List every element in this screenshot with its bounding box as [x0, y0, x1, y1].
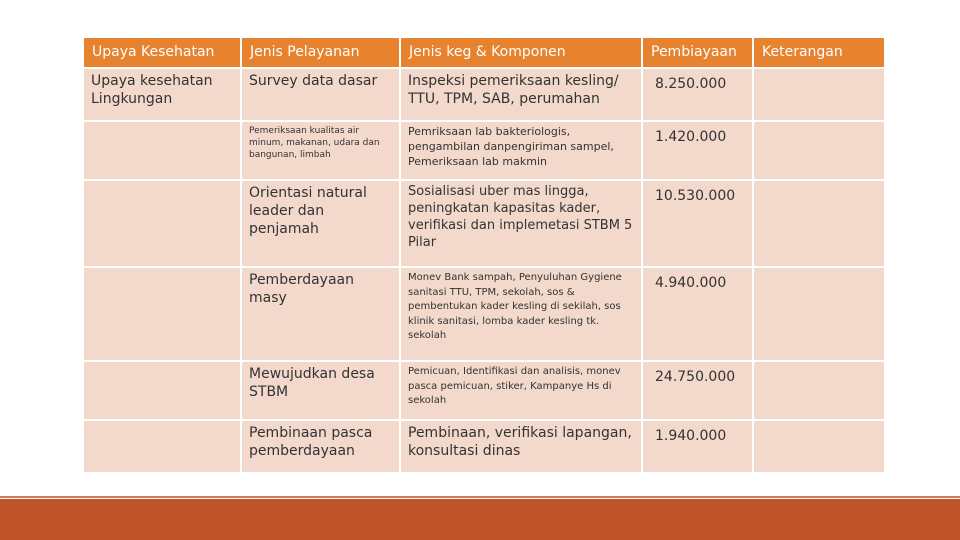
row4-biaya: 4.940.000 [643, 268, 752, 360]
row6-kegiatan: Pembinaan, verifikasi lapangan, konsultasi dinas [401, 421, 641, 472]
row3-keterangan [754, 181, 884, 266]
row2-biaya: 1.420.000 [643, 122, 752, 179]
row4-upaya [84, 268, 240, 360]
row3-jenis: Orientasi natural leader dan penjamah [242, 181, 399, 266]
row6-jenis: Pembinaan pasca pemberdayaan [242, 421, 399, 472]
row1-biaya: 8.250.000 [643, 69, 752, 120]
row4-kegiatan: Monev Bank sampah, Penyuluhan Gygiene sanitasi TTU, TPM, sekolah, sos & pembentukan kader kesling di sekilah, sos klinik sanitasi, lomba kader kesling tk. sekolah [401, 268, 641, 360]
row1-keterangan [754, 69, 884, 120]
row6-biaya: 1.940.000 [643, 421, 752, 472]
row1-kegiatan: Inspeksi pemeriksaan kesling/ TTU, TPM, SAB, perumahan [401, 69, 641, 120]
row3-kegiatan: Sosialisasi uber mas lingga, peningkatan kapasitas kader, verifikasi dan implemetasi STBM 5 Pilar [401, 181, 641, 266]
header-pembiayaan: Pembiayaan [643, 38, 752, 67]
row5-keterangan [754, 362, 884, 419]
row3-upaya [84, 181, 240, 266]
row2-jenis: Pemeriksaan kualitas air minum, makanan, udara dan bangunan, limbah [242, 122, 399, 179]
header-kegiatan: Jenis keg & Komponen [401, 38, 641, 67]
row2-upaya [84, 122, 240, 179]
row3-biaya: 10.530.000 [643, 181, 752, 266]
row5-jenis: Mewujudkan desa STBM [242, 362, 399, 419]
row1-upaya: Upaya kesehatan Lingkungan [84, 69, 240, 120]
row6-upaya [84, 421, 240, 472]
budget-table [84, 38, 876, 472]
row4-jenis: Pemberdayaan masy [242, 268, 399, 360]
row4-keterangan [754, 268, 884, 360]
row5-upaya [84, 362, 240, 419]
header-upaya: Upaya Kesehatan [84, 38, 240, 67]
row6-keterangan [754, 421, 884, 472]
header-jenis-pelayanan: Jenis Pelayanan [242, 38, 399, 67]
row1-jenis: Survey data dasar [242, 69, 399, 120]
row2-kegiatan: Pemriksaan lab bakteriologis, pengambilan danpengiriman sampel, Pemeriksaan lab makmin [401, 122, 641, 179]
header-keterangan: Keterangan [754, 38, 884, 67]
footer-bar [0, 499, 960, 540]
row5-kegiatan: Pemicuan, Identifikasi dan analisis, monev pasca pemicuan, stiker, Kampanye Hs di sekolah [401, 362, 641, 419]
row5-biaya: 24.750.000 [643, 362, 752, 419]
row2-keterangan [754, 122, 884, 179]
footer-divider [0, 496, 960, 498]
